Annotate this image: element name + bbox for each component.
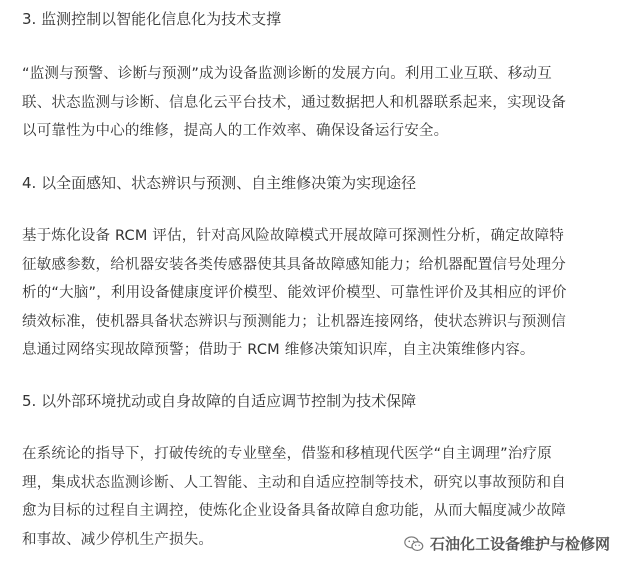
paragraph-line: 征敏感参数，给机器安装各类传感器使其具备故障感知能力；给机器配置信号处理分 xyxy=(22,256,566,273)
paragraph-line: 和事故、减少停机生产损失。 xyxy=(22,531,214,548)
section-4-paragraph xyxy=(22,222,612,365)
paragraph-line: 以可靠性为中心的维修，提高人的工作效率、确保设备运行安全。 xyxy=(22,123,449,139)
section-4-heading: 4. 以全面感知、状态辨识与预测、自主维修决策为实现途径 xyxy=(22,174,417,192)
section-5-heading: 5. 以外部环境扰动或自身故障的自适应调节控制为技术保障 xyxy=(22,392,417,410)
paragraph-line: 基于炼化设备 RCM 评估，针对高风险故障模式开展故障可探测性分析，确定故障特 xyxy=(22,228,565,244)
paragraph-line: 息通过网络实现故障预警；借助于 RCM 维修决策知识库，自主决策维修内容。 xyxy=(22,342,535,358)
section-3-heading: 3. 监测控制以智能化信息化为技术支撑 xyxy=(22,10,282,28)
paragraph-line: 联、状态监测与诊断、信息化云平台技术，通过数据把人和机器联系起来，实现设备 xyxy=(22,94,566,111)
paragraph-line: 析的“大脑”，利用设备健康度评价模型、能效评价模型、可靠性评价及其相应的评价 xyxy=(22,285,567,301)
watermark xyxy=(404,533,610,554)
paragraph-line: 绩效标准，使机器具备状态辨识与预测能力；让机器连接网络，使状态辨识与预测信 xyxy=(22,313,566,330)
paragraph-line: 愈为目标的过程自主调控，使炼化企业设备具备故障自愈功能，从而大幅度减少故障 xyxy=(22,503,566,519)
paragraph-line: “监测与预警、诊断与预测”成为设备监测诊断的发展方向。利用工业互联、移动互 xyxy=(22,66,552,82)
paragraph-line: 理，集成状态监测诊断、人工智能、主动和自适应控制等技术，研究以事故预防和自 xyxy=(22,474,566,491)
watermark-text: 石油化工设备维护与检修网 xyxy=(429,535,610,553)
wechat-icon xyxy=(404,535,424,553)
section-3-paragraph xyxy=(22,60,612,146)
paragraph-line: 在系统论的指导下，打破传统的专业壁垒，借鉴和移植现代医学“自主调理”治疗原 xyxy=(22,446,552,462)
